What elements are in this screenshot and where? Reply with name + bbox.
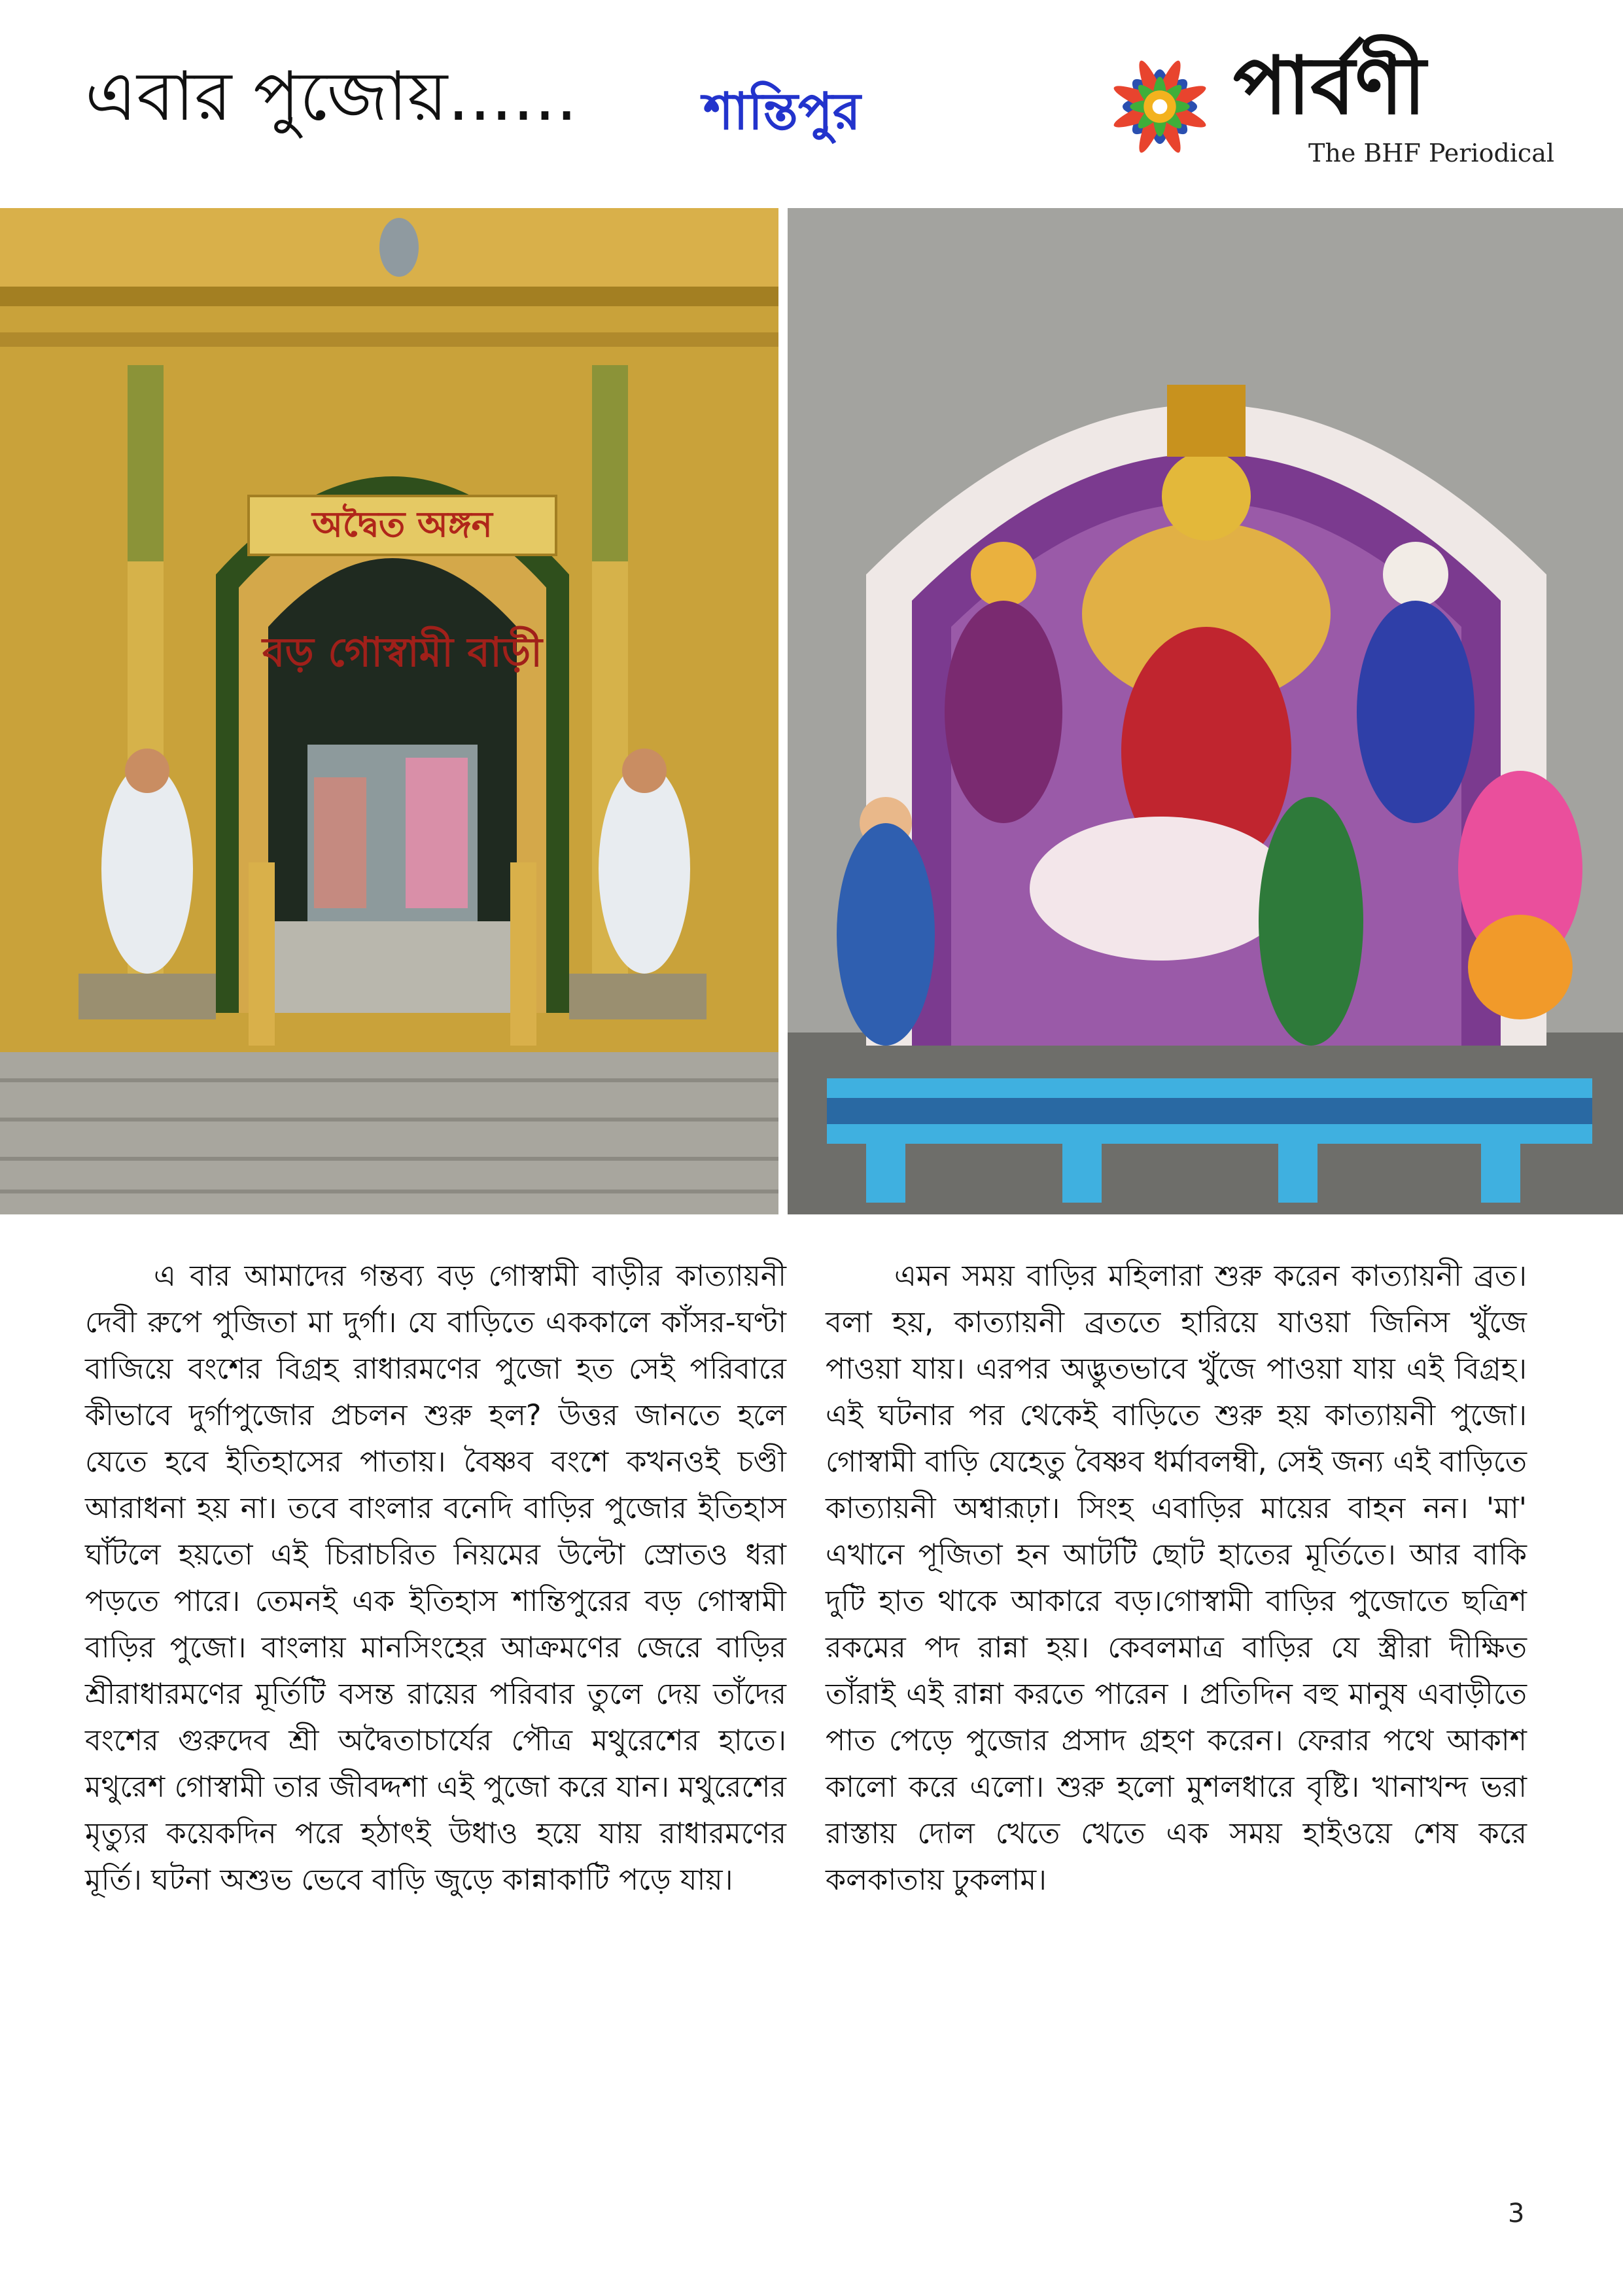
durga-idol-photo [788, 208, 1623, 1214]
logo-tagline: The BHF Periodical [1308, 139, 1555, 168]
location-heading: শান্তিপুর [703, 82, 861, 141]
page-title: এবার পুজোয়...... [85, 56, 578, 136]
logo-name: পার্বণী [1233, 39, 1426, 132]
gateway-photo [0, 208, 778, 1214]
article-right-column: এমন সময় বাড়ির মহিলারা শুরু করেন কাত্যায়নী ব্রত। বলা হয়, কাত্যায়নী ব্রততে হারিয়ে যাওয়া জিনিস খুঁজে পাওয়া যায়। এরপর অদ্ভুতভাবে খুঁজে পাওয়া যায় এই বিগ্রহ। এই ঘটনার পর থেকেই বাড়িতে শুরু হয় কাত্যায়নী পুজো। গোস্বামী বাড়ি যেহেতু বৈষ্ণব ধর্মাবলম্বী, সেই জন্য এই বাড়িতে কাত্যায়নী অশ্বারূঢ়া। সিংহ এবাড়ির মায়ের বাহন নন। 'মা' এখানে পূজিতা হন আটটি ছোট হাতের মূর্তিতে। আর বাকি দুটি হাত থাকে আকারে বড়।গোস্বামী বাড়ির পুজোতে ছত্রিশ রকমের পদ রান্না হয়। কেবলমাত্র বাড়ির যে স্ত্রীরা দীক্ষিত তাঁরাই এই রান্না করতে পারেন । প্রতিদিন বহু মানুষ এবাড়ীতে পাত পেড়ে পুজোর প্রসাদ গ্রহণ করেন। ফেরার পথে আকাশ কালো করে এলো। শুরু হলো মুশলধারে বৃষ্টি। খানাখন্দ ভরা রাস্তায় দোল খেতে খেতে এক সময় হাইওয়ে শেষ করে কলকাতায় ঢুকলাম। [826, 1260, 1527, 1897]
page-number: 3 [1508, 2199, 1525, 2229]
sign-main: বড় গোস্বামী বাড়ী [262, 628, 543, 676]
sign-top: অদ্বৈত অঙ্গন [312, 504, 493, 545]
article-left-column: এ বার আমাদের গন্তব্য বড় গোস্বামী বাড়ীর কাত্যায়নী দেবী রুপে পুজিতা মা দুর্গা। যে বাড়িতে এককালে কাঁসর-ঘণ্টা বাজিয়ে বংশের বিগ্রহ রাধারমণের পুজো হত সেই পরিবারে কীভাবে দুর্গাপুজোর প্রচলন শুরু হল? উত্তর জানতে হলে যেতে হবে ইতিহাসের পাতায়। বৈষ্ণব বংশে কখনওই চণ্ডী আরাধনা হয় না। তবে বাংলার বনেদি বাড়ির পুজোর ইতিহাস ঘাঁটলে হয়তো এই চিরাচরিত নিয়মের উল্টো স্রোতও ধরা পড়তে পারে। তেমনই এক ইতিহাস শান্তিপুরের বড় গোস্বামী বাড়ির পুজো। বাংলায় মানসিংহের আক্রমণের জেরে বাড়ির শ্রীরাধারমণের মূর্তিটি বসন্ত রায়ের পরিবার তুলে দেয় তাঁদের বংশের গুরুদেব শ্রী অদ্বৈতাচার্যের পৌত্র মথুরেশের হাতে। মথুরেশ গোস্বামী তার জীবদ্দশা এই পুজো করে যান। মথুরেশের মৃত্যুর কয়েকদিন পরে হঠাৎই উধাও হয়ে যায় রাধারমণের মূর্তি। ঘটনা অশুভ ভেবে বাড়ি জুড়ে কান্নাকাটি পড়ে যায়। [85, 1260, 786, 1897]
mandala-icon [1098, 44, 1222, 169]
